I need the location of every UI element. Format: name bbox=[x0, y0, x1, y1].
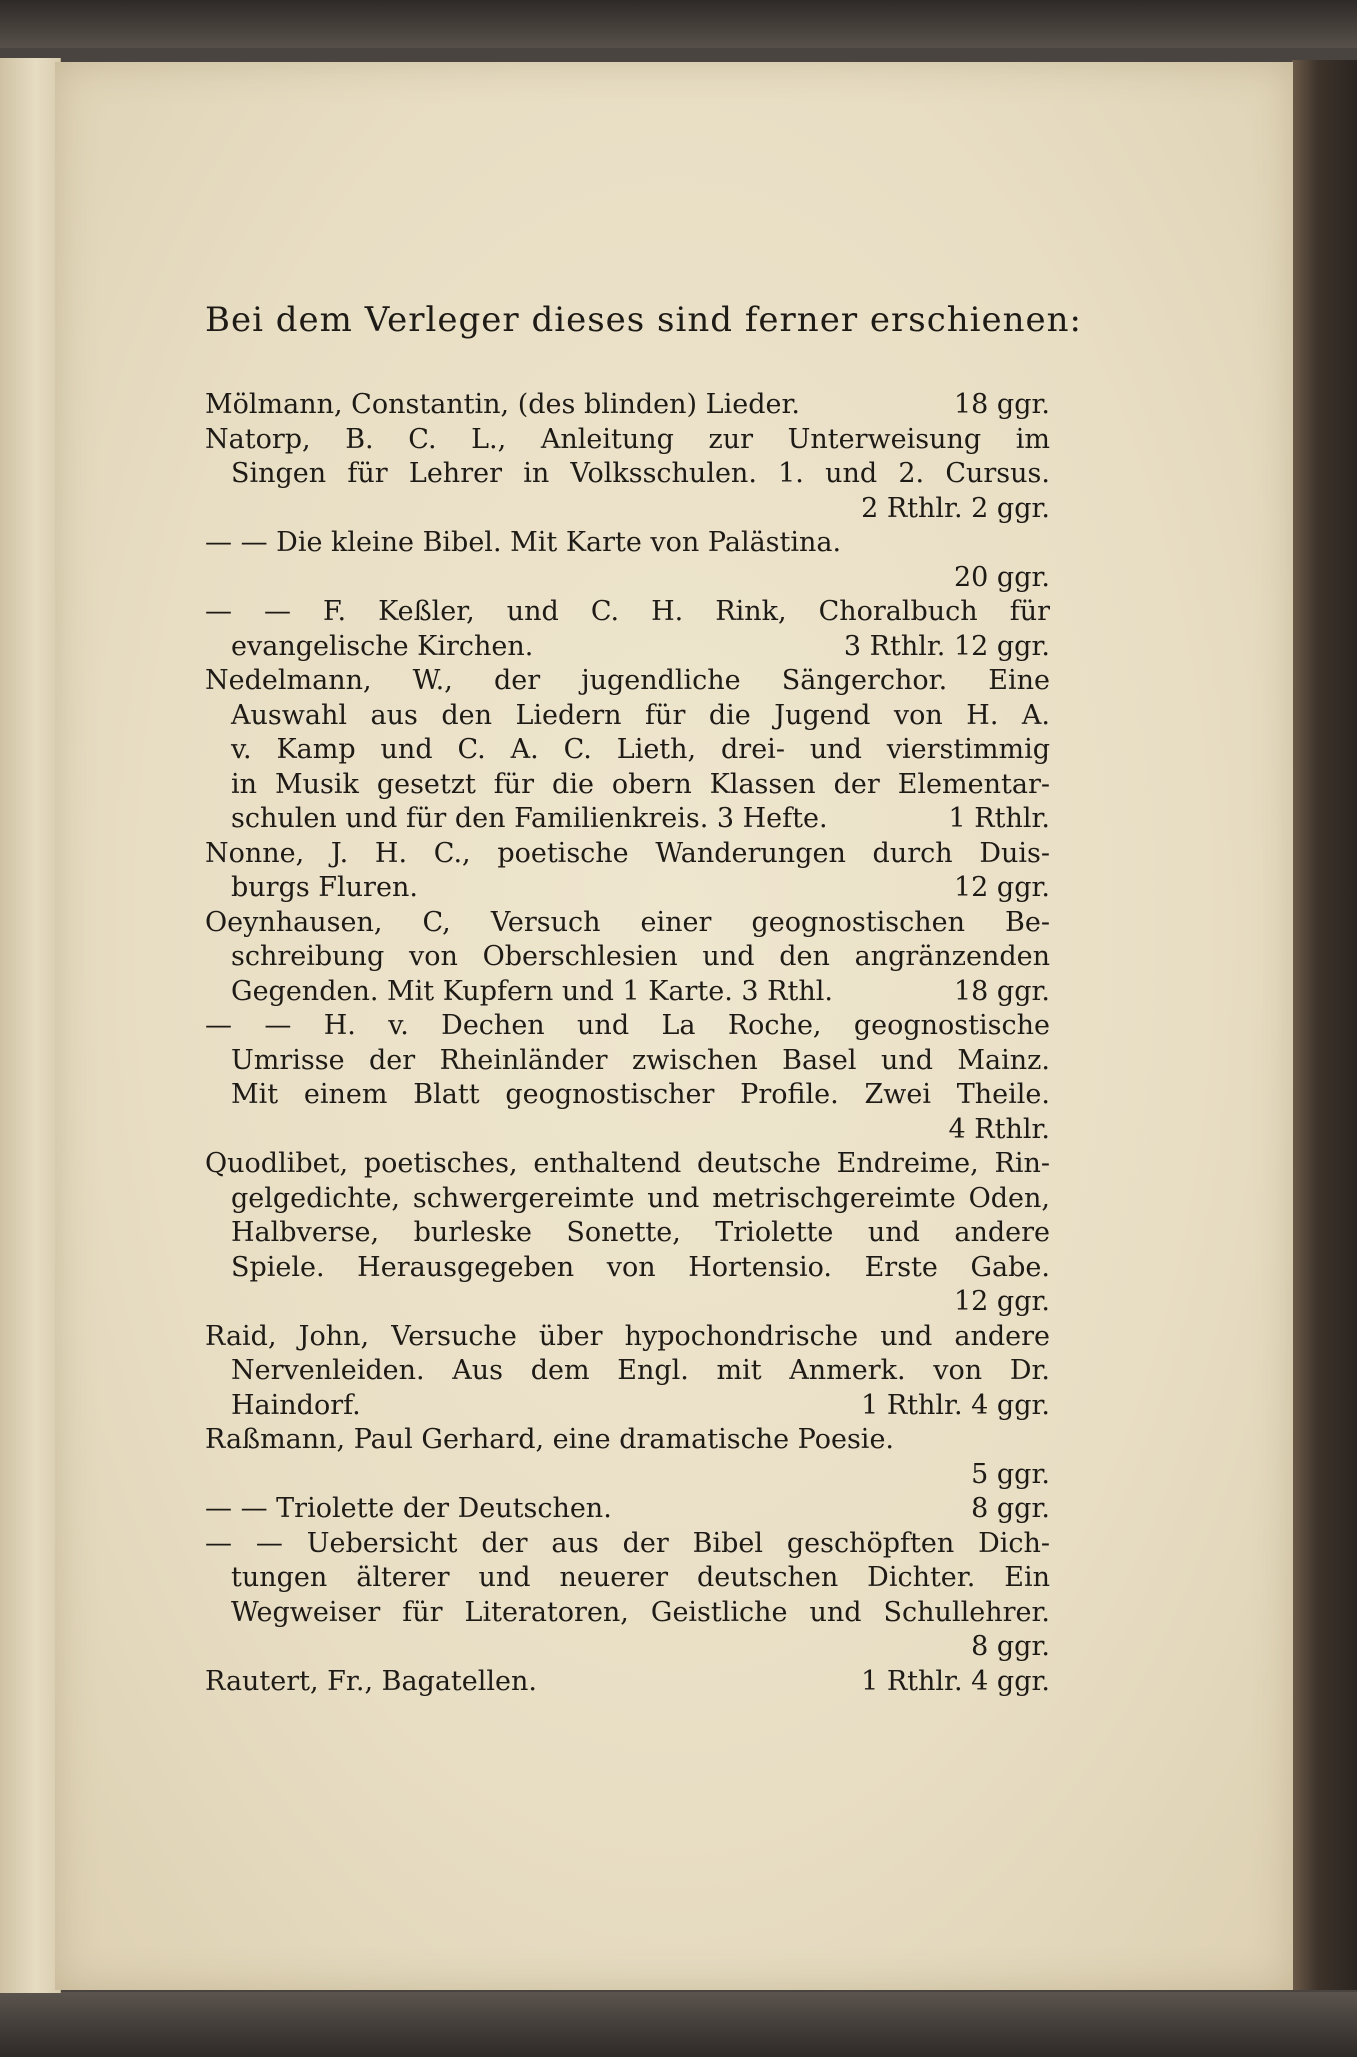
book-entry bbox=[205, 388, 1050, 423]
book-entry bbox=[205, 1147, 1050, 1320]
book-entry bbox=[205, 837, 1050, 906]
entry-text: schulen und für den Familienkreis. 3 Hefte. bbox=[231, 803, 828, 834]
entry-text: Gegenden. Mit Kupfern und 1 Karte. 3 Rthl. bbox=[231, 975, 833, 1007]
entry-price: 4 Rthlr. bbox=[948, 1113, 1050, 1145]
entry-text: — — F. Keßler, und C. H. Rink, Choralbuch für bbox=[205, 596, 1050, 627]
page-edge-left bbox=[0, 58, 61, 1993]
entry-text: in Musik gesetzt für die obern Klassen der Elementar- bbox=[231, 768, 1050, 800]
entry-text: schreibung von Oberschlesien und den angränzenden bbox=[231, 941, 1050, 972]
entry-text: — — Die kleine Bibel. Mit Karte von Palästina. bbox=[205, 527, 842, 558]
book-entry bbox=[205, 1492, 1050, 1527]
entry-text: Halbverse, burleske Sonette, Triolette und andere bbox=[231, 1217, 1050, 1248]
book-entry bbox=[205, 1009, 1050, 1147]
book-entry bbox=[205, 1423, 1050, 1492]
entry-price: 5 ggr. bbox=[971, 1458, 1050, 1490]
book-entry bbox=[205, 1320, 1050, 1424]
entry-text: Umrisse der Rheinländer zwischen Basel und Mainz. bbox=[231, 1044, 1050, 1076]
entry-price: 3 Rthlr. 12 ggr. bbox=[843, 630, 1050, 662]
entry-text: Mölmann, Constantin, (des blinden) Lieder. bbox=[205, 389, 800, 420]
entry-price: 20 ggr. bbox=[953, 561, 1050, 593]
page-heading: Bei dem Verleger dieses sind ferner erschienen: bbox=[205, 300, 1083, 340]
entry-price: 18 ggr. bbox=[953, 389, 1050, 420]
entry-price: 18 ggr. bbox=[953, 975, 1050, 1007]
entry-price: 2 Rthlr. 2 ggr. bbox=[861, 492, 1050, 524]
entry-text: Singen für Lehrer in Volksschulen. 1. und 2. Cursus. bbox=[231, 458, 1050, 489]
entry-text: Raßmann, Paul Gerhard, eine dramatische Poesie. bbox=[205, 1424, 895, 1455]
entry-text: Mit einem Blatt geognostischer Profile. Zwei Theile. bbox=[231, 1079, 1050, 1110]
book-spine bbox=[1292, 60, 1357, 1990]
entry-text: — — Triolette der Deutschen. bbox=[205, 1493, 612, 1524]
book-entry bbox=[205, 664, 1050, 837]
entry-text: Quodlibet, poetisches, enthaltend deutsche Endreime, Rin- bbox=[205, 1148, 1050, 1179]
entry-price: 1 Rthlr. bbox=[948, 803, 1050, 834]
entry-text: Haindorf. bbox=[231, 1389, 361, 1421]
book-entry bbox=[205, 423, 1050, 527]
entry-text: Spiele. Herausgegeben von Hortensio. Erste Gabe. bbox=[231, 1251, 1050, 1283]
book-entry bbox=[205, 906, 1050, 1010]
entry-price: 1 Rthlr. 4 ggr. bbox=[861, 1389, 1050, 1421]
book-entry bbox=[205, 1527, 1050, 1665]
book-cover-bottom bbox=[0, 1992, 1357, 2057]
entry-text: — — Uebersicht der aus der Bibel geschöpften Dich- bbox=[205, 1527, 1050, 1559]
entry-price: 8 ggr. bbox=[971, 1631, 1050, 1662]
entry-text: Oeynhausen, C, Versuch einer geognostischen Be- bbox=[205, 906, 1050, 938]
entry-text: Natorp, B. C. L., Anleitung zur Unterweisung im bbox=[205, 423, 1050, 455]
publisher-list bbox=[205, 300, 1083, 1699]
book-cover-top bbox=[0, 0, 1357, 48]
entry-text: Raid, John, Versuche über hypochondrische und andere bbox=[205, 1320, 1050, 1352]
entry-price: 8 ggr. bbox=[971, 1493, 1050, 1524]
entry-price: 12 ggr. bbox=[953, 1286, 1050, 1317]
entry-price: 1 Rthlr. 4 ggr. bbox=[861, 1665, 1050, 1697]
entry-text: Rautert, Fr., Bagatellen. bbox=[205, 1665, 537, 1697]
entry-text: Nonne, J. H. C., poetische Wanderungen durch Duis- bbox=[205, 837, 1050, 869]
book-entry bbox=[205, 1665, 1050, 1700]
entry-text: v. Kamp und C. A. C. Lieth, drei- und vierstimmig bbox=[231, 734, 1050, 765]
entry-text: evangelische Kirchen. bbox=[231, 630, 534, 662]
book-entry bbox=[205, 595, 1050, 664]
entry-text: burgs Fluren. bbox=[231, 872, 418, 903]
entry-text: tungen älterer und neuerer deutschen Dichter. Ein bbox=[231, 1562, 1050, 1593]
entry-text: gelgedichte, schwergereimte und metrischgereimte Oden, bbox=[231, 1182, 1050, 1214]
entry-text: Nedelmann, W., der jugendliche Sängerchor. Eine bbox=[205, 665, 1050, 696]
entry-text: Nervenleiden. Aus dem Engl. mit Anmerk. von Dr. bbox=[231, 1355, 1050, 1386]
book-entry bbox=[205, 526, 1050, 595]
entry-text: Auswahl aus den Liedern für die Jugend von H. A. bbox=[231, 699, 1050, 731]
entry-price: 12 ggr. bbox=[953, 872, 1050, 903]
entry-text: Wegweiser für Literatoren, Geistliche und Schullehrer. bbox=[231, 1596, 1050, 1628]
entry-text: — — H. v. Dechen und La Roche, geognostische bbox=[205, 1010, 1050, 1041]
